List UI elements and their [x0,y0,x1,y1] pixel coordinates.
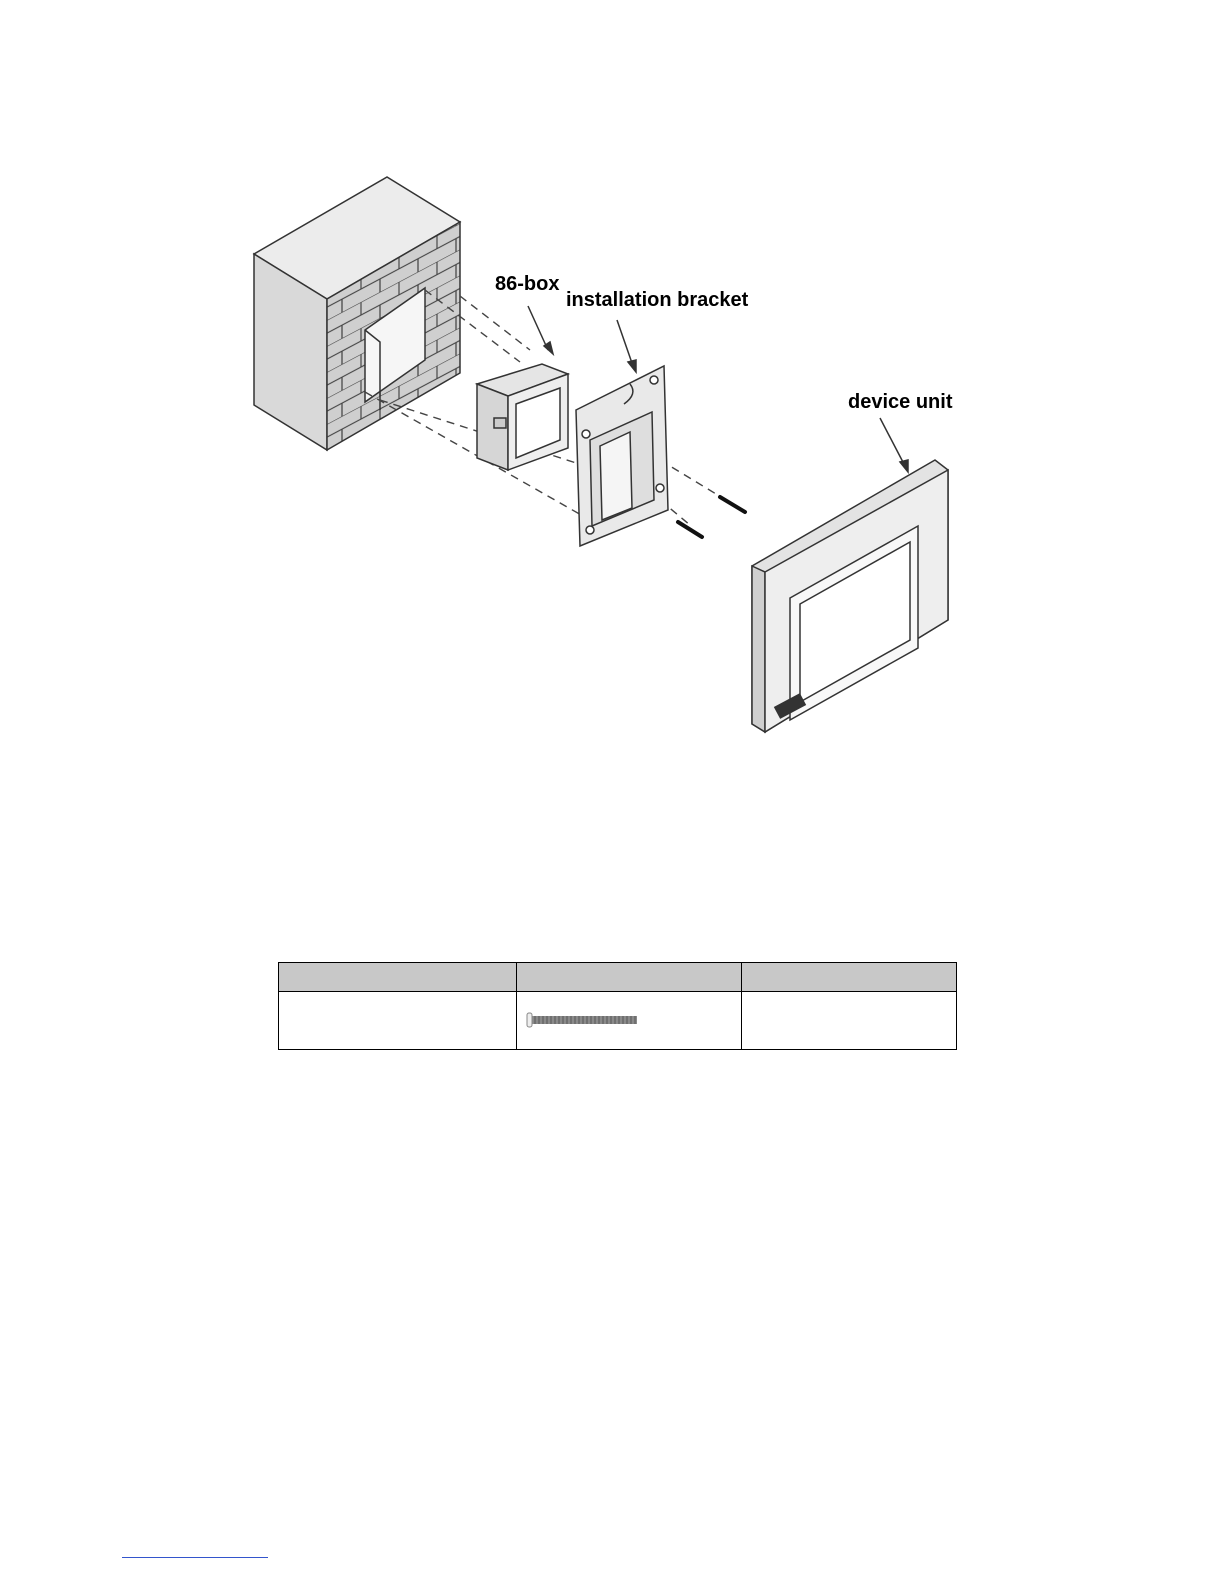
86-box [477,364,568,470]
table-header-cell-2 [517,963,742,992]
installation-bracket [576,366,668,546]
screw-table [278,962,957,1050]
installation-exploded-diagram [0,0,1224,780]
label-86-box: 86-box [495,273,560,295]
label-installation-bracket: installation bracket [566,289,749,311]
table-cell-image [517,992,742,1050]
table-header-cell-3 [742,963,957,992]
table-row [279,992,957,1050]
device-unit [752,460,948,732]
footnote-separator [122,1557,268,1558]
label-device-unit: device unit [848,391,953,413]
table-header-cell-1 [279,963,517,992]
wall [254,177,460,450]
table-header-row [279,963,957,992]
screw-icon [525,1006,645,1036]
table-cell-qty [742,992,957,1050]
screws [678,497,745,537]
table-cell-name [279,992,517,1050]
